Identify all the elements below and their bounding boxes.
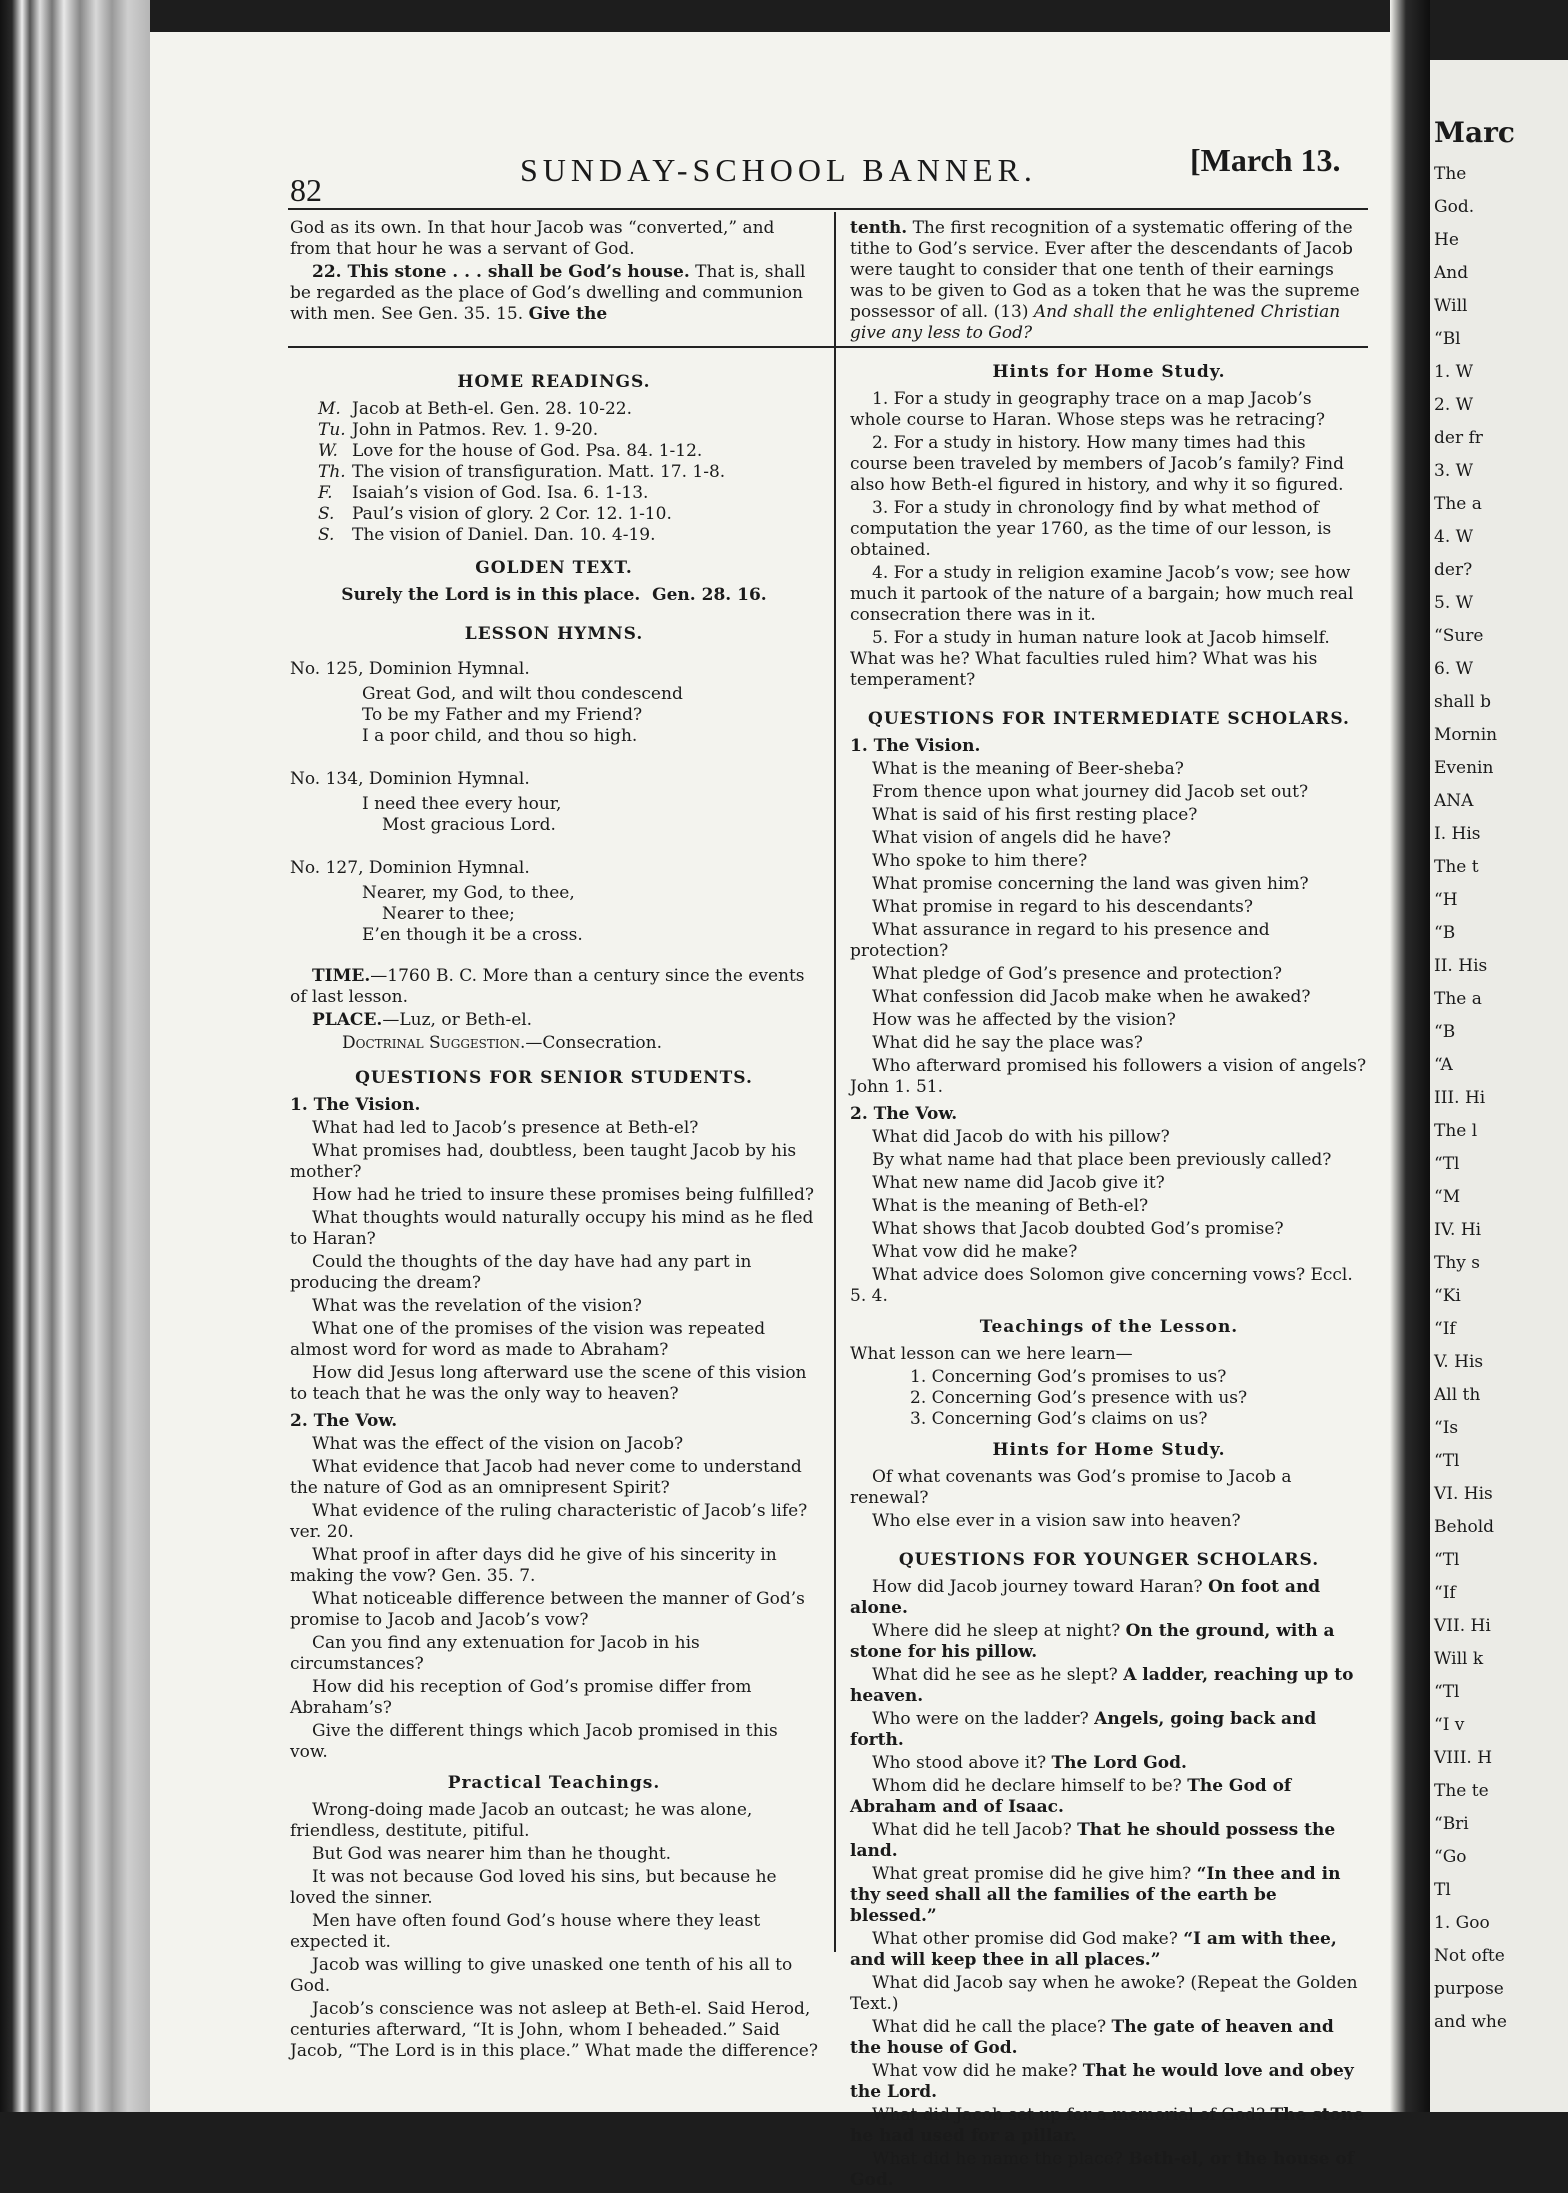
reading-text: Jacob at Beth-el. Gen. 28. 10-22. [352, 399, 632, 419]
younger-answer: Beth-el, or the house of God. [850, 2149, 1355, 2190]
hymn-127-line: Nearer to thee; [382, 904, 515, 924]
younger-qa [850, 2105, 1368, 2147]
practical-item: It was not because God loved his sins, but because he loved the sinner. [290, 1867, 777, 1908]
page-title: SUNDAY-SCHOOL BANNER. [520, 152, 1037, 188]
next-page-line: The te [1434, 1781, 1489, 1801]
practical-item: But God was nearer him than he thought. [312, 1844, 672, 1864]
next-page-line: 3. W [1434, 461, 1474, 481]
next-page-line: VII. Hi [1434, 1616, 1491, 1636]
verse-22-tail: Give the [528, 304, 608, 324]
golden-text [290, 585, 818, 606]
next-page-line: “Sure [1434, 626, 1484, 646]
place-line [290, 1010, 818, 1031]
intermediate-question: What is said of his first resting place? [872, 805, 1198, 825]
next-page-line: “Tl [1434, 1154, 1460, 1174]
left-column [290, 362, 818, 2064]
hints1-heading: Hints for Home Study. [992, 362, 1226, 382]
senior-question: What was the effect of the vision on Jacob? [312, 1434, 684, 1454]
next-page-line: Evenin [1434, 758, 1494, 778]
home-reading-item [290, 462, 818, 483]
senior-heading: QUESTIONS FOR SENIOR STUDENTS. [355, 1068, 753, 1088]
younger-answer: “In thee and in thy seed shall all the families of the earth be blessed.” [850, 1864, 1341, 1926]
intermediate-question: What vow did he make? [872, 1242, 1078, 1262]
intermediate-question: What is the meaning of Beer-sheba? [872, 759, 1184, 779]
next-page-line: “Tl [1434, 1682, 1460, 1702]
time-line [290, 966, 818, 1008]
reading-text: The vision of transfiguration. Matt. 17. 1-8. [352, 462, 726, 482]
teachings-list [850, 1367, 1368, 1430]
younger-qa [850, 1929, 1368, 1971]
younger-question: What did Jacob set up for a memorial of God? [872, 2105, 1271, 2125]
time-label: TIME. [312, 966, 371, 986]
hymn-125-line: Great God, and wilt thou condescend [362, 684, 683, 704]
younger-question: Whom did he declare himself to be? [872, 1776, 1188, 1796]
senior-question: What proof in after days did he give of his sincerity in making the vow? Gen. 35. 7. [290, 1545, 777, 1586]
next-page-line: The t [1434, 857, 1479, 877]
senior-question: Could the thoughts of the day have had any part in producing the dream? [290, 1252, 752, 1293]
hint-item: 3. For a study in chronology find by what method of computation the year 1760, as the time of our lesson, is obtained. [850, 498, 1332, 560]
top-right-column [850, 218, 1368, 346]
header-rule [288, 208, 1368, 210]
doctrinal-line [290, 1033, 818, 1054]
next-page-line: and whe [1434, 2012, 1507, 2032]
next-page-line: “I v [1434, 1715, 1465, 1735]
hints2-heading: Hints for Home Study. [992, 1440, 1226, 1460]
intermediate-question: What confession did Jacob make when he awaked? [872, 987, 1311, 1007]
hints1-list [850, 389, 1368, 691]
golden-text-heading: GOLDEN TEXT. [475, 558, 633, 578]
younger-qa [850, 1709, 1368, 1751]
next-page-line: 1. W [1434, 362, 1474, 382]
time-text: —1760 B. C. More than a century since the events of last lesson. [290, 966, 805, 1007]
younger-qa [850, 1864, 1368, 1927]
younger-answer: The stone he had used for a pillar. [850, 2105, 1365, 2146]
next-page-line: All th [1434, 1385, 1481, 1405]
next-page-line: Tl [1434, 1880, 1451, 1900]
next-page-line: ANA [1434, 791, 1474, 811]
younger-qa-list [850, 1577, 1368, 2191]
tenth-text: The first recognition of a systematic offering of the tithe to God’s service. Ever after the descendants of Jacob were taught to consider that one tenth of their earnings was to be given to God as a token that he was the supreme possessor of all. (13) [850, 218, 1360, 322]
younger-question: What did he name the place? [872, 2149, 1129, 2169]
senior-question: What evidence that Jacob had never come to understand the nature of God as an omnipresent Spirit? [290, 1457, 802, 1498]
intermediate-question: What shows that Jacob doubted God’s promise? [872, 1219, 1284, 1239]
senior-question: What had led to Jacob’s presence at Beth-el? [312, 1118, 699, 1138]
home-reading-item [290, 504, 818, 525]
intermediate-question: From thence upon what journey did Jacob set out? [872, 782, 1309, 802]
senior-question: What one of the promises of the vision was repeated almost word for word as made to Abraham? [290, 1319, 766, 1360]
next-page-line: 6. W [1434, 659, 1474, 679]
hint-item: Of what covenants was God’s promise to Jacob a renewal? [850, 1467, 1292, 1508]
senior-question: Can you find any extenuation for Jacob in his circumstances? [290, 1633, 700, 1674]
younger-qa [850, 2061, 1368, 2103]
next-page-line: Thy s [1434, 1253, 1481, 1273]
next-page-line: der fr [1434, 428, 1483, 448]
place-label: PLACE. [312, 1010, 383, 1030]
intermediate-section-vow: 2. The Vow. [850, 1104, 958, 1124]
hint-item: 4. For a study in religion examine Jacob’s vow; see how much it partook of the nature of a bargain; how much real consecration there was in it. [850, 563, 1354, 625]
younger-question: What vow did he make? [872, 2061, 1083, 2081]
younger-qa [850, 1665, 1368, 1707]
intermediate-question: How was he affected by the vision? [872, 1010, 1176, 1030]
teachings-intro: What lesson can we here learn— [850, 1344, 1133, 1364]
younger-qa [850, 2017, 1368, 2059]
hint-item: 5. For a study in human nature look at Jacob himself. What was he? What faculties ruled him? What was his temperament? [850, 628, 1330, 690]
intermediate-question: Who afterward promised his followers a vision of angels? John 1. 51. [850, 1056, 1367, 1097]
next-page-line: 5. W [1434, 593, 1474, 613]
practical-item: Jacob was willing to give unasked one tenth of his all to God. [290, 1955, 793, 1996]
senior-section-vision: 1. The Vision. [290, 1095, 421, 1115]
younger-question: What did he see as he slept? [872, 1665, 1124, 1685]
next-page-line: He [1434, 230, 1459, 250]
next-page-line: der? [1434, 560, 1473, 580]
younger-answer: On foot and alone. [850, 1577, 1321, 1618]
intermediate-heading: QUESTIONS FOR INTERMEDIATE SCHOLARS. [868, 709, 1350, 729]
senior-question: How did Jesus long afterward use the scene of this vision to teach that he was the only way to heaven? [290, 1363, 807, 1404]
page [150, 32, 1396, 2190]
reading-day: Tu. [318, 420, 346, 440]
reading-day: W. [318, 441, 338, 461]
younger-qa [850, 2149, 1368, 2191]
practical-item: Wrong-doing made Jacob an outcast; he was alone, friendless, destitute, pitiful. [290, 1800, 753, 1841]
practical-item: Men have often found God’s house where they least expected it. [290, 1911, 761, 1952]
senior-question: What noticeable difference between the manner of God’s promise to Jacob and Jacob’s vow? [290, 1589, 805, 1630]
hymn-125-line: I a poor child, and thou so high. [362, 726, 638, 746]
next-page-line: The l [1434, 1121, 1478, 1141]
senior-question: Give the different things which Jacob promised in this vow. [290, 1721, 778, 1762]
younger-heading: QUESTIONS FOR YOUNGER SCHOLARS. [898, 1550, 1320, 1570]
practical-heading: Practical Teachings. [447, 1773, 661, 1793]
tenth-lead: tenth. [850, 218, 908, 238]
golden-text-verse: Surely the Lord is in this place. [341, 585, 641, 605]
tenth-tail: And shall the enlightened Christian give any less to God? [850, 302, 1341, 343]
gutter-shadow [1390, 0, 1430, 2112]
reading-day: S. [318, 525, 335, 545]
next-page-line: Not ofte [1434, 1946, 1505, 1966]
younger-question: Who stood above it? [872, 1753, 1052, 1773]
next-page-line: “H [1434, 890, 1458, 910]
younger-answer: The Lord God. [1051, 1753, 1187, 1773]
next-page-line: “If [1434, 1583, 1456, 1603]
hymn-127-line: E’en though it be a cross. [362, 925, 583, 945]
younger-question: What did he tell Jacob? [872, 1820, 1078, 1840]
place-text: —Luz, or Beth-el. [382, 1010, 533, 1030]
next-page-line: “Ki [1434, 1286, 1461, 1306]
next-page-line: The a [1434, 989, 1482, 1009]
intermediate-question: What is the meaning of Beth-el? [872, 1196, 1149, 1216]
hymn-125-title: No. 125, Dominion Hymnal. [290, 659, 530, 679]
younger-question: Who were on the ladder? [872, 1709, 1095, 1729]
senior-question: What thoughts would naturally occupy his mind as he fled to Haran? [290, 1208, 814, 1249]
reading-day: M. [318, 399, 341, 419]
next-page-line: “B [1434, 923, 1456, 943]
doctrinal-text: —Consecration. [525, 1033, 662, 1053]
reading-day: F. [318, 483, 333, 503]
hint-item: 2. For a study in history. How many times had this course been traveled by members of Jacob’s family? Find also how Beth-el figured in history, and why it so figured. [850, 433, 1344, 495]
senior-question: What was the revelation of the vision? [312, 1296, 642, 1316]
next-page-line: “Tl [1434, 1550, 1460, 1570]
intermediate-question: What did he say the place was? [872, 1033, 1143, 1053]
senior-question: What promises had, doubtless, been taught Jacob by his mother? [290, 1141, 797, 1182]
senior-section-vow: 2. The Vow. [290, 1411, 398, 1431]
younger-question: Where did he sleep at night? [872, 1621, 1126, 1641]
younger-question: What great promise did he give him? [872, 1864, 1197, 1884]
page-date: [March 13. [1190, 142, 1341, 178]
next-page-line: Mornin [1434, 725, 1498, 745]
hymn-134-line: Most gracious Lord. [382, 815, 556, 835]
next-page-line: “Bl [1434, 329, 1461, 349]
reading-day: S. [318, 504, 335, 524]
younger-qa [850, 1621, 1368, 1663]
younger-question: How did Jacob journey toward Haran? [872, 1577, 1209, 1597]
next-page-line: shall b [1434, 692, 1491, 712]
next-page-line: Behold [1434, 1517, 1495, 1537]
younger-answer: The God of Abraham and of Isaac. [850, 1776, 1292, 1817]
lesson-hymns-heading: LESSON HYMNS. [464, 624, 644, 644]
hint-item: 1. For a study in geography trace on a map Jacob’s whole course to Haran. Whose steps was he retracing? [850, 389, 1325, 430]
teaching-item: 3. Concerning God’s claims on us? [910, 1409, 1208, 1429]
page-number: 82 [290, 172, 322, 208]
next-page-line: II. His [1434, 956, 1488, 976]
intermediate-question: What advice does Solomon give concerning vows? Eccl. 5. 4. [850, 1265, 1353, 1306]
hymn-134-title: No. 134, Dominion Hymnal. [290, 769, 530, 789]
next-page-line: V. His [1434, 1352, 1484, 1372]
next-page-line: 4. W [1434, 527, 1474, 547]
home-reading-item [290, 399, 818, 420]
next-page-line: And [1434, 263, 1469, 283]
intermediate-question: What assurance in regard to his presence and protection? [850, 920, 1270, 961]
teaching-item: 2. Concerning God’s presence with us? [910, 1388, 1248, 1408]
next-page-line: “Is [1434, 1418, 1459, 1438]
next-page-line: “If [1434, 1319, 1456, 1339]
next-page-line: “M [1434, 1187, 1461, 1207]
younger-question: What did he call the place? [872, 2017, 1112, 2037]
home-readings-heading: HOME READINGS. [457, 372, 651, 392]
next-page-fragment [1430, 60, 1568, 2112]
book-page-edges [0, 0, 150, 2112]
younger-answer: That he should possess the land. [850, 1820, 1336, 1861]
hymn-127-line: Nearer, my God, to thee, [362, 883, 575, 903]
home-reading-item [290, 483, 818, 504]
reading-text: John in Patmos. Rev. 1. 9-20. [352, 420, 599, 440]
next-page-line: “Tl [1434, 1451, 1460, 1471]
senior-question: How had he tried to insure these promises being fulfilled? [312, 1185, 814, 1205]
younger-question: What did Jacob say when he awoke? (Repeat the Golden Text.) [850, 1973, 1358, 2014]
next-page-line: “Bri [1434, 1814, 1469, 1834]
next-page-line: 2. W [1434, 395, 1474, 415]
intermediate-section-vision: 1. The Vision. [850, 736, 981, 756]
younger-answer: The gate of heaven and the house of God. [850, 2017, 1334, 2058]
reading-day: Th. [318, 462, 346, 482]
next-page-line: IV. Hi [1434, 1220, 1482, 1240]
right-column [850, 362, 1368, 2193]
top-left-p1: God as its own. In that hour Jacob was “converted,” and from that hour he was a servant of God. [290, 218, 775, 259]
top-left-column [290, 218, 818, 327]
next-page-line: Will k [1434, 1649, 1484, 1669]
next-page-line: “A [1434, 1055, 1453, 1075]
younger-answer: Angels, going back and forth. [850, 1709, 1317, 1750]
golden-text-ref: Gen. 28. 16. [652, 585, 767, 605]
next-page-line: I. His [1434, 824, 1481, 844]
intermediate-vow-questions [850, 1127, 1368, 1307]
next-page-line: God. [1434, 197, 1475, 217]
younger-qa [850, 1753, 1368, 1774]
next-page-line: VIII. H [1434, 1748, 1493, 1768]
home-reading-item [290, 525, 818, 546]
younger-qa [850, 1776, 1368, 1818]
teachings-heading: Teachings of the Lesson. [979, 1317, 1239, 1337]
younger-answer: On the ground, with a stone for his pillow. [850, 1621, 1335, 1662]
younger-qa [850, 1820, 1368, 1862]
intermediate-question: What pledge of God’s presence and protection? [872, 964, 1282, 984]
top-left-p2 [290, 262, 818, 325]
senior-question: How did his reception of God’s promise differ from Abraham’s? [290, 1677, 752, 1718]
next-page-line: III. Hi [1434, 1088, 1486, 1108]
next-page-line: The [1434, 164, 1467, 184]
next-page-line: “Go [1434, 1847, 1467, 1867]
home-reading-item [290, 441, 818, 462]
younger-question: What other promise did God make? [872, 1929, 1184, 1949]
younger-answer: “I am with thee, and will keep thee in all places.” [850, 1929, 1337, 1970]
intermediate-question: What promise concerning the land was given him? [872, 874, 1309, 894]
reading-text: The vision of Daniel. Dan. 10. 4-19. [352, 525, 656, 545]
younger-answer: A ladder, reaching up to heaven. [850, 1665, 1354, 1706]
home-reading-item [290, 420, 818, 441]
senior-vision-questions [290, 1118, 818, 1405]
hints2-list [850, 1467, 1368, 1532]
next-page-line: VI. His [1434, 1484, 1493, 1504]
hint-item: Who else ever in a vision saw into heaven? [872, 1511, 1241, 1531]
practical-list [290, 1800, 818, 2062]
intermediate-question: What vision of angels did he have? [872, 828, 1171, 848]
verse-22-text: That is, shall be regarded as the place of God’s dwelling and communion with men. See Gen. 35. 15. [290, 262, 806, 324]
intermediate-question: Who spoke to him there? [872, 851, 1088, 871]
column-divider [834, 212, 836, 1952]
senior-vow-questions [290, 1434, 818, 1763]
verse-22-lead: 22. This stone . . . shall be God’s house. [312, 262, 690, 282]
next-page-line: purpose [1434, 1979, 1504, 1999]
younger-answer: That he would love and obey the Lord. [850, 2061, 1354, 2102]
doctrinal-label: Doctrinal Suggestion. [342, 1033, 526, 1053]
next-page-line: The a [1434, 494, 1482, 514]
next-page-line: Will [1434, 296, 1468, 316]
section-rule [288, 346, 1368, 348]
intermediate-question: What promise in regard to his descendants? [872, 897, 1254, 917]
next-page-header: Marc [1434, 116, 1515, 149]
hymn-134-line: I need thee every hour, [362, 794, 562, 814]
intermediate-question: What did Jacob do with his pillow? [872, 1127, 1170, 1147]
hymn-125-line: To be my Father and my Friend? [362, 705, 643, 725]
teaching-item: 1. Concerning God’s promises to us? [910, 1367, 1227, 1387]
intermediate-question: What new name did Jacob give it? [872, 1173, 1165, 1193]
intermediate-vision-questions [850, 759, 1368, 1098]
senior-question: What evidence of the ruling characteristic of Jacob’s life? ver. 20. [290, 1501, 808, 1542]
reading-text: Paul’s vision of glory. 2 Cor. 12. 1-10. [352, 504, 672, 524]
next-page-line: 1. Goo [1434, 1913, 1490, 1933]
top-right-p1 [850, 218, 1368, 344]
hymn-127-title: No. 127, Dominion Hymnal. [290, 858, 530, 878]
intermediate-question: By what name had that place been previously called? [872, 1150, 1332, 1170]
home-readings-list [290, 399, 818, 546]
younger-qa [850, 1973, 1368, 2015]
reading-text: Love for the house of God. Psa. 84. 1-12. [352, 441, 703, 461]
practical-item: Jacob’s conscience was not asleep at Beth-el. Said Herod, centuries afterward, “It is John, whom I beheaded.” Said Jacob, “The Lord is in this place.” What made the difference? [290, 1999, 818, 2061]
next-page-line: “B [1434, 1022, 1456, 1042]
reading-text: Isaiah’s vision of God. Isa. 6. 1-13. [352, 483, 649, 503]
younger-qa [850, 1577, 1368, 1619]
